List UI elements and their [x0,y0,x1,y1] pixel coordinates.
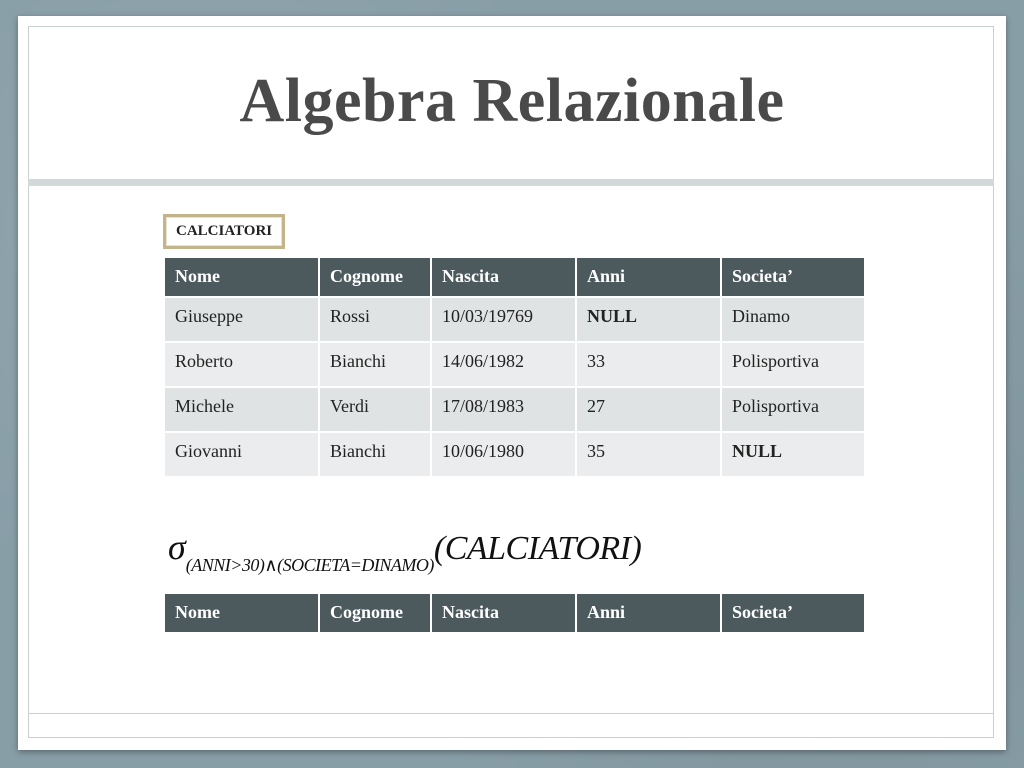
title-divider [28,179,994,186]
cell-societa: Dinamo [722,298,864,343]
cell-societa: Polisportiva [722,388,864,433]
table-row [165,433,864,478]
slide [18,16,1006,750]
header-nome: Nome [165,594,318,634]
table-header-row [165,258,864,298]
cell-nome: Giuseppe [165,298,318,343]
footer-divider [28,713,994,714]
table-header-row [165,594,864,634]
header-cognome: Cognome [320,594,430,634]
header-societa: Societa’ [722,594,864,634]
header-nome: Nome [165,258,318,298]
selection-condition: (ANNI>30)∧(SOCIETA=DINAMO) [185,555,434,575]
cell-cognome: Rossi [320,298,430,343]
result-table [163,594,866,634]
cell-anni: 35 [577,433,720,478]
selection-argument: (CALCIATORI) [433,530,642,567]
cell-nome: Roberto [165,343,318,388]
cell-anni: 27 [577,388,720,433]
header-nascita: Nascita [432,258,575,298]
cell-nome: Giovanni [165,433,318,478]
cell-nascita: 17/08/1983 [432,388,575,433]
slide-title: Algebra Relazionale [239,67,785,135]
cell-nascita: 14/06/1982 [432,343,575,388]
header-anni: Anni [577,258,720,298]
header-nascita: Nascita [432,594,575,634]
relation-label: CALCIATORI [163,214,285,249]
sigma-operator: σ [168,527,186,567]
header-societa: Societa’ [722,258,864,298]
calciatori-table [163,258,866,478]
cell-cognome: Bianchi [320,433,430,478]
cell-anni: NULL [577,298,720,343]
header-anni: Anni [577,594,720,634]
cell-societa: Polisportiva [722,343,864,388]
cell-cognome: Verdi [320,388,430,433]
header-cognome: Cognome [320,258,430,298]
selection-formula [168,526,642,575]
table-row [165,298,864,343]
cell-nascita: 10/06/1980 [432,433,575,478]
cell-cognome: Bianchi [320,343,430,388]
table-row [165,343,864,388]
cell-anni: 33 [577,343,720,388]
cell-societa: NULL [722,433,864,478]
table-row [165,388,864,433]
cell-nome: Michele [165,388,318,433]
cell-nascita: 10/03/19769 [432,298,575,343]
